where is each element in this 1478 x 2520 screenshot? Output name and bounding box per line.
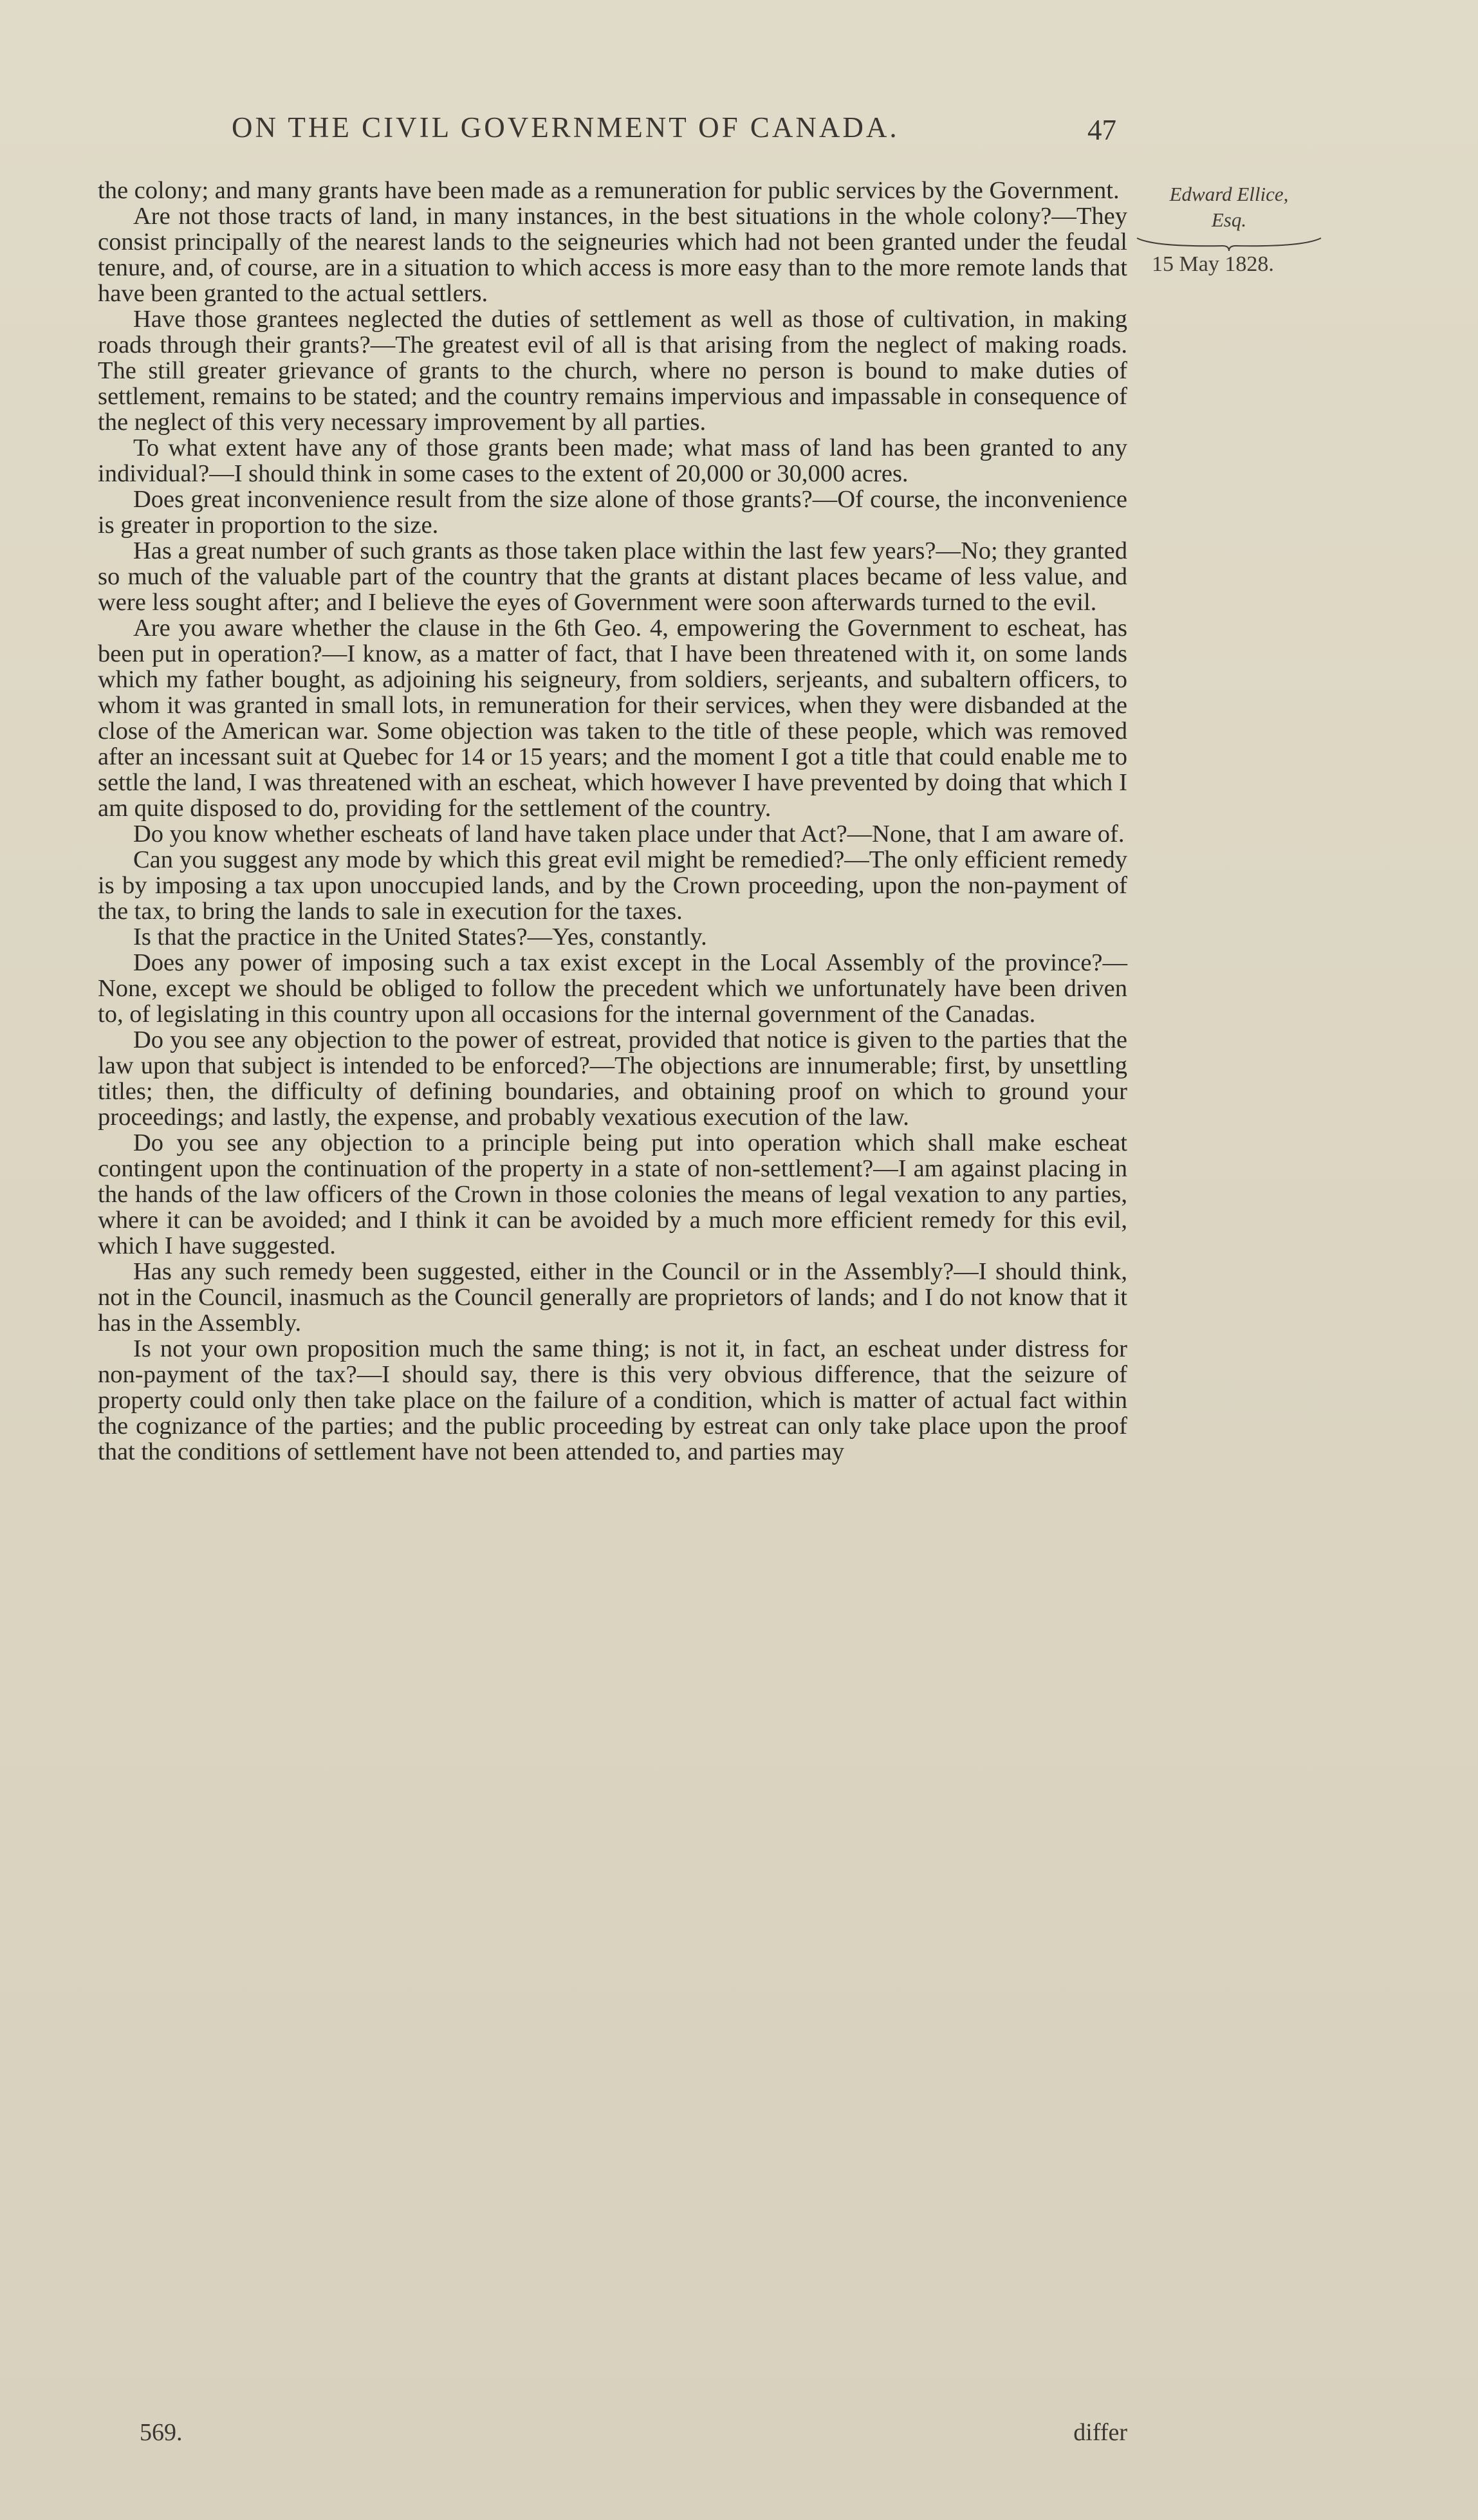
paragraph: Can you suggest any mode by which this great evil might be remedied?—The only efficient remedy is by imposing a tax upon unoccupied lands, and by the Crown proceeding, upon the non-payment of the tax, to bring the lands to sale in execution for the taxes. <box>98 846 1127 925</box>
witness-title: Esq. <box>1211 208 1247 231</box>
paragraph: Has any such remedy been suggested, either in the Council or in the Assembly?—I should think, not in the Council, inasmuch as the Council generally are proprietors of lands; and I do not know that it has in the Assembly. <box>98 1258 1127 1337</box>
paragraph: Is that the practice in the United States?—Yes, constantly. <box>133 923 707 950</box>
signature-mark: 569. <box>140 2419 183 2446</box>
testimony-date: 15 May 1828. <box>1152 252 1274 276</box>
paragraph: Do you see any objection to the power of estreat, provided that notice is given to the parties that the law upon that subject is intended to be enforced?—The objections are innumerable; first, by unsettling titles; then, the difficulty of defining boundaries, and obtaining proof on which to ground your proceedings; and lastly, the expense, and probably vexatious execution of the law. <box>98 1026 1127 1131</box>
brace-icon <box>1136 236 1322 252</box>
page-number: 47 <box>1087 114 1116 146</box>
paragraph: Are not those tracts of land, in many instances, in the best situations in the whole colony?—They consist principally of the nearest lands to the seigneuries which had not been granted under the feudal tenure, and, of course, are in a situation to which access is more easy than to the more remote lands that have been granted to the actual settlers. <box>98 203 1127 307</box>
paragraph: Is not your own proposition much the same thing; is not it, in fact, an escheat under distress for non-payment of the tax?—I should say, there is this very obvious difference, that the seizure of property could only then take place on the failure of a condition, which is matter of actual fact within the cognizance of the parties; and the public proceeding by estreat can only take place upon the proof that the conditions of settlement have not been attended to, and parties may <box>98 1335 1127 1465</box>
catchword: differ <box>1073 2419 1127 2446</box>
body-text <box>98 178 1127 1465</box>
running-title: ON THE CIVIL GOVERNMENT OF CANADA. <box>232 111 900 144</box>
paragraph: To what extent have any of those grants been made; what mass of land has been granted to any individual?—I should think in some cases to the extent of 20,000 or 30,000 acres. <box>98 434 1127 487</box>
page-footer <box>98 2418 1127 2447</box>
running-head <box>97 111 1126 156</box>
paragraph: the colony; and many grants have been made as a remuneration for public services by the Government. <box>98 177 1120 204</box>
margin-note <box>1132 181 1326 276</box>
paragraph: Are you aware whether the clause in the 6th Geo. 4, empowering the Government to escheat, has been put in operation?—I know, as a matter of fact, that I have been threatened with it, on some lands which my father bought, as adjoining his seigneury, from soldiers, serjeants, and subaltern officers, to whom it was granted in small lots, in remuneration for their services, when they were disbanded at the close of the American war. Some objection was taken to the title of these people, which was removed after an incessant suit at Quebec for 14 or 15 years; and the moment I got a title that could enable me to settle the land, I was threatened with an escheat, which however I have prevented by doing that which I am quite disposed to do, providing for the settlement of the country. <box>98 615 1127 822</box>
paragraph: Does any power of imposing such a tax exist except in the Local Assembly of the province?—None, except we should be obliged to follow the precedent which we unfortunately have been driven to, of legislating in this country upon all occasions for the internal government of the Canadas. <box>98 949 1127 1028</box>
witness-name: Edward Ellice, <box>1169 183 1289 205</box>
paragraph: Has a great number of such grants as those taken place within the last few years?—No; they granted so much of the valuable part of the country that the grants at distant places became of less value, and were less sought after; and I believe the eyes of Government were soon afterwards turned to the evil. <box>98 537 1127 616</box>
paragraph: Do you know whether escheats of land have taken place under that Act?—None, that I am aware of. <box>133 820 1125 848</box>
paragraph: Does great inconvenience result from the size alone of those grants?—Of course, the inconvenience is greater in proportion to the size. <box>98 486 1127 539</box>
paragraph: Have those grantees neglected the duties of settlement as well as those of cultivation, in making roads through their grants?—The greatest evil of all is that arising from the neglect of making roads. The still greater grievance of grants to the church, where no person is bound to make duties of settlement, remains to be stated; and the country remains impervious and impassable in consequence of the neglect of this very necessary improvement by all parties. <box>98 306 1127 436</box>
paragraph: Do you see any objection to a principle being put into operation which shall make escheat contingent upon the continuation of the property in a state of non-settlement?—I am against placing in the hands of the law officers of the Crown in those colonies the means of legal vexation to any parties, where it can be avoided; and I think it can be avoided by a much more efficient remedy for this evil, which I have suggested. <box>98 1129 1127 1259</box>
